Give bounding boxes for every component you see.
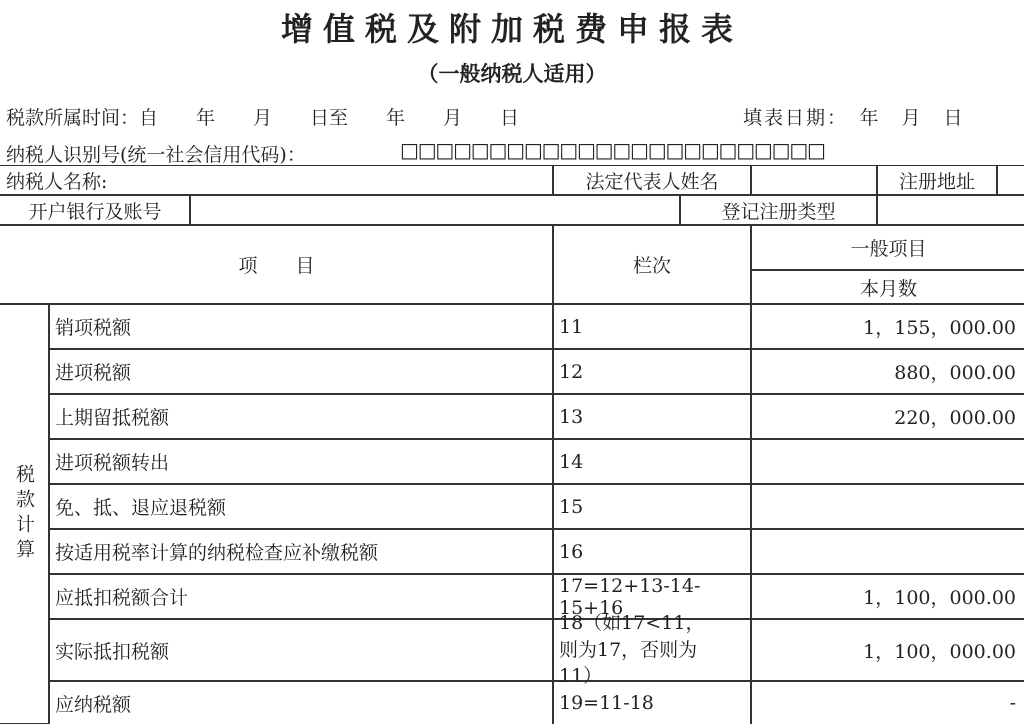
section-label: 税款计算 [0,303,50,724]
row-column-number: 14 [552,438,752,485]
header-item: 项 目 [0,224,554,305]
legal-rep-label: 法定代表人姓名 [552,165,752,196]
row-item-label: 免、抵、退应退税额 [48,483,554,530]
row-value[interactable] [750,438,1024,485]
row-column-number: 13 [552,393,752,440]
row-item-label: 应抵扣税额合计 [48,573,554,620]
row-value[interactable]: 220，000.00 [750,393,1024,440]
taxpayer-id-label: 纳税人识别号(统一社会信用代码)： [6,144,306,166]
header-general: 一般项目 [750,224,1024,271]
taxpayer-name-label: 纳税人名称: [0,165,554,196]
row-value[interactable]: - [750,680,1024,724]
bank-account-label: 开户银行及账号 [0,194,191,226]
row-column-number: 11 [552,303,752,350]
tax-period: 税款所属时间：自 年 月 日至 年 月 日 [6,107,520,129]
row-item-label: 实际抵扣税额 [48,618,554,682]
row-item-label: 销项税额 [48,303,554,350]
form-title: 增值税及附加税费申报表 [280,10,743,48]
row-value[interactable]: 880，000.00 [750,348,1024,395]
legal-rep-field[interactable] [750,165,878,196]
row-column-number: 18（如17<11，则为17，否则为11） [552,618,752,682]
row-column-number: 15 [552,483,752,530]
row-column-number: 16 [552,528,752,575]
row-value[interactable] [750,528,1024,575]
reg-address-field[interactable] [996,165,1024,196]
fill-date: 填表日期： 年 月 日 [743,107,965,129]
row-item-label: 按适用税率计算的纳税检查应补缴税额 [48,528,554,575]
row-item-label: 应纳税额 [48,680,554,724]
reg-type-label: 登记注册类型 [679,194,878,226]
row-value[interactable]: 1，100，000.00 [750,573,1024,620]
taxpayer-id-boxes[interactable]: □□□□□□□□□□□□□□□□□□□□□□□□ [400,138,825,162]
bank-account-field[interactable] [189,194,681,226]
header-column: 栏次 [552,224,752,305]
row-column-number: 17=12+13-14-15+16 [552,573,752,620]
row-column-number: 19=11-18 [552,680,752,724]
row-value[interactable]: 1，100，000.00 [750,618,1024,682]
row-item-label: 进项税额 [48,348,554,395]
form-subtitle: （一般纳税人适用） [417,61,607,86]
row-value[interactable]: 1，155，000.00 [750,303,1024,350]
reg-type-field[interactable] [876,194,1024,226]
row-item-label: 上期留抵税额 [48,393,554,440]
row-item-label: 进项税额转出 [48,438,554,485]
reg-address-label: 注册地址 [876,165,998,196]
row-column-number: 12 [552,348,752,395]
header-this-month: 本月数 [750,269,1024,305]
row-value[interactable] [750,483,1024,530]
